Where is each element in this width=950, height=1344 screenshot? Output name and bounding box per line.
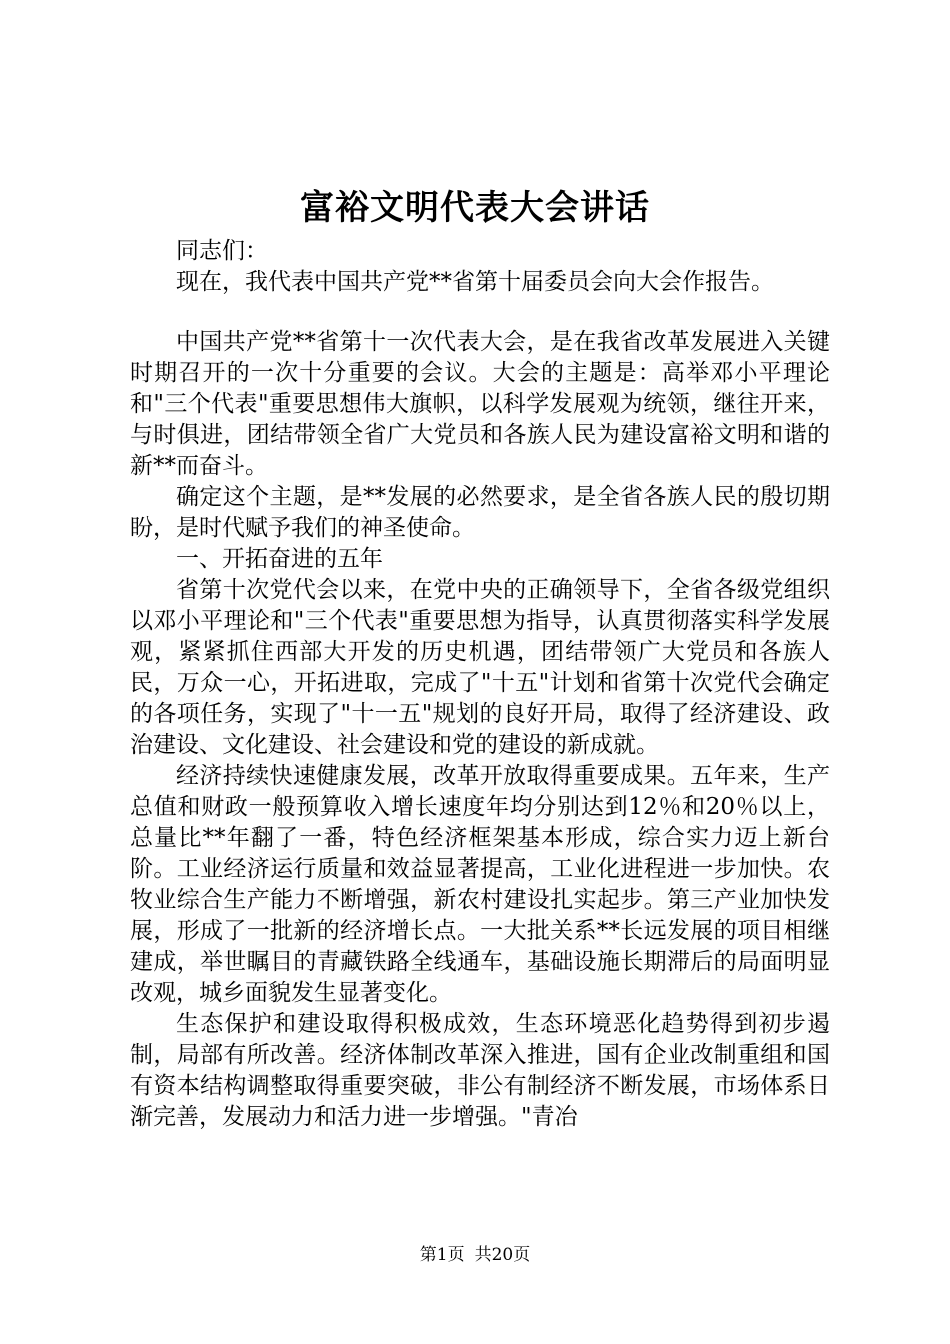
paragraph-opening: 现在，我代表中国共产党**省第十届委员会向大会作报告。 [176, 269, 774, 295]
paragraph-theme: 中国共产党**省第十一次代表大会，是在我省改革发展进入关键时期召开的一次十分重要的会议。大会的主题是：高举邓小平理论和"三个代表"重要思想伟大旗帜，以科学发展观为统领，继往开来，与时俱进，团结带领全省广大党员和各族人民为建设富裕文明和谐的新**而奋斗。 [130, 329, 830, 479]
paragraph-salutation: 同志们： [176, 238, 268, 264]
page-number: 第1页 [419, 1245, 465, 1265]
page-total: 共20页 [474, 1245, 531, 1265]
paragraph-theme-significance: 确定这个主题，是**发展的必然要求，是全省各族人民的殷切期盼，是时代赋予我们的神圣使命。 [130, 484, 830, 541]
document-title: 富裕文明代表大会讲话 [300, 188, 650, 228]
paragraph-economy: 经济持续快速健康发展，改革开放取得重要成果。五年来，生产总值和财政一般预算收入增长速度年均分别达到12％和20％以上，总量比**年翻了一番，特色经济框架基本形成，综合实力迈上新台阶。工业经济运行质量和效益显著提高，工业化进程进一步加快。农牧业综合生产能力不断增强，新农村建设扎实起步。第三产业加快发展，形成了一批新的经济增长点。一大批关系**长远发展的项目相继建成，举世瞩目的青藏铁路全线通车，基础设施长期滞后的局面明显改观，城乡面貌发生显著变化。 [130, 763, 830, 1006]
section-heading: 一、开拓奋进的五年 [176, 546, 383, 572]
document-body [130, 236, 830, 1133]
paragraph-achievements: 省第十次党代会以来，在党中央的正确领导下，全省各级党组织以邓小平理论和"三个代表"重要思想为指导，认真贯彻落实科学发展观，紧紧抓住西部大开发的历史机遇，团结带领广大党员和各族人民，万众一心，开拓进取，完成了"十五"计划和省第十次党代会确定的各项任务，实现了"十一五"规划的良好开局，取得了经济建设、政治建设、文化建设、社会建设和党的建设的新成就。 [130, 577, 830, 758]
page-footer [0, 1244, 950, 1266]
paragraph-ecology-reform: 生态保护和建设取得积极成效，生态环境恶化趋势得到初步遏制，局部有所改善。经济体制改革深入推进，国有企业改制重组和国有资本结构调整取得重要突破，非公有制经济不断发展，市场体系日渐完善，发展动力和活力进一步增强。"青冶 [130, 1011, 830, 1130]
